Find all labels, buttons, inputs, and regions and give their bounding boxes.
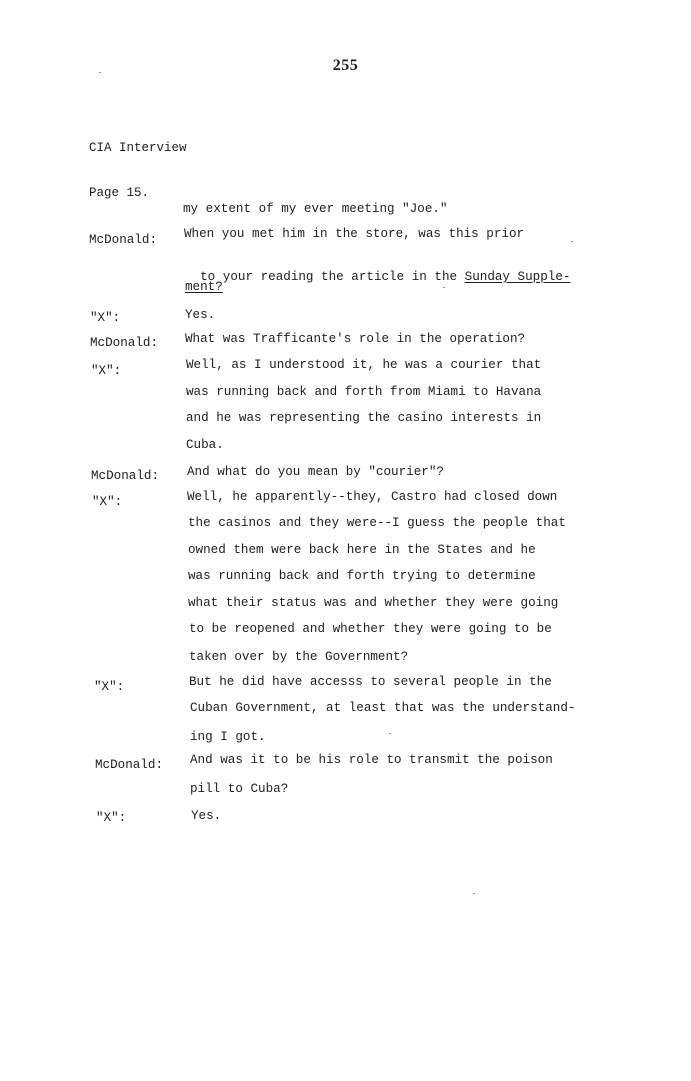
transcript-continuation: my extent of my ever meeting "Joe."	[183, 202, 448, 216]
dialogue-text: to your reading the article in the	[200, 270, 465, 284]
header-title: CIA Interview	[89, 141, 187, 155]
dialogue-line: What was Trafficante's role in the operation?	[185, 332, 526, 346]
dialogue-line: Yes.	[191, 809, 222, 823]
speaker-label: "X":	[96, 811, 127, 825]
page-number: 255	[332, 57, 359, 74]
dialogue-line: Well, he apparently--they, Castro had closed down	[187, 490, 558, 504]
scan-speck	[389, 733, 391, 734]
speaker-label: "X":	[92, 495, 123, 509]
underlined-title: Sunday Supple-	[464, 270, 571, 284]
dialogue-line: ment?	[185, 280, 223, 294]
speaker-label: McDonald:	[89, 233, 158, 247]
dialogue-line	[185, 253, 570, 285]
dialogue-line: what their status was and whether they were going	[188, 596, 559, 610]
dialogue-line: Cuban Government, at least that was the understand-	[190, 701, 576, 715]
scan-speck	[99, 72, 101, 73]
speaker-label: McDonald:	[90, 336, 159, 350]
dialogue-line: taken over by the Government?	[189, 650, 409, 664]
dialogue-line: was running back and forth trying to determine	[188, 569, 536, 583]
dialogue-line: the casinos and they were--I guess the people that	[188, 516, 566, 530]
speaker-label: McDonald:	[95, 758, 164, 772]
dialogue-line: Yes.	[185, 308, 216, 322]
dialogue-line: pill to Cuba?	[190, 782, 289, 796]
dialogue-line: was running back and forth from Miami to Havana	[186, 385, 542, 399]
speaker-label: "X":	[94, 680, 125, 694]
header-page-ref: Page 15.	[89, 186, 150, 200]
scan-speck	[443, 287, 445, 288]
dialogue-line: ing I got.	[190, 730, 266, 744]
scan-speck	[571, 241, 573, 242]
dialogue-line: And what do you mean by "courier"?	[187, 465, 444, 479]
document-header	[89, 111, 187, 216]
dialogue-line: Cuba.	[186, 438, 224, 452]
dialogue-line: And was it to be his role to transmit the poison	[190, 753, 553, 767]
dialogue-line: Well, as I understood it, he was a courier that	[186, 358, 542, 372]
speaker-label: "X":	[90, 311, 121, 325]
speaker-label: McDonald:	[91, 469, 160, 483]
dialogue-line: When you met him in the store, was this prior	[184, 227, 525, 241]
speaker-label: "X":	[91, 364, 122, 378]
scan-speck	[473, 893, 475, 894]
dialogue-line: owned them were back here in the States and he	[188, 543, 536, 557]
dialogue-line: But he did have accesss to several people in the	[189, 675, 552, 689]
dialogue-line: to be reopened and whether they were going to be	[189, 622, 552, 636]
dialogue-line: and he was representing the casino interests in	[186, 411, 542, 425]
